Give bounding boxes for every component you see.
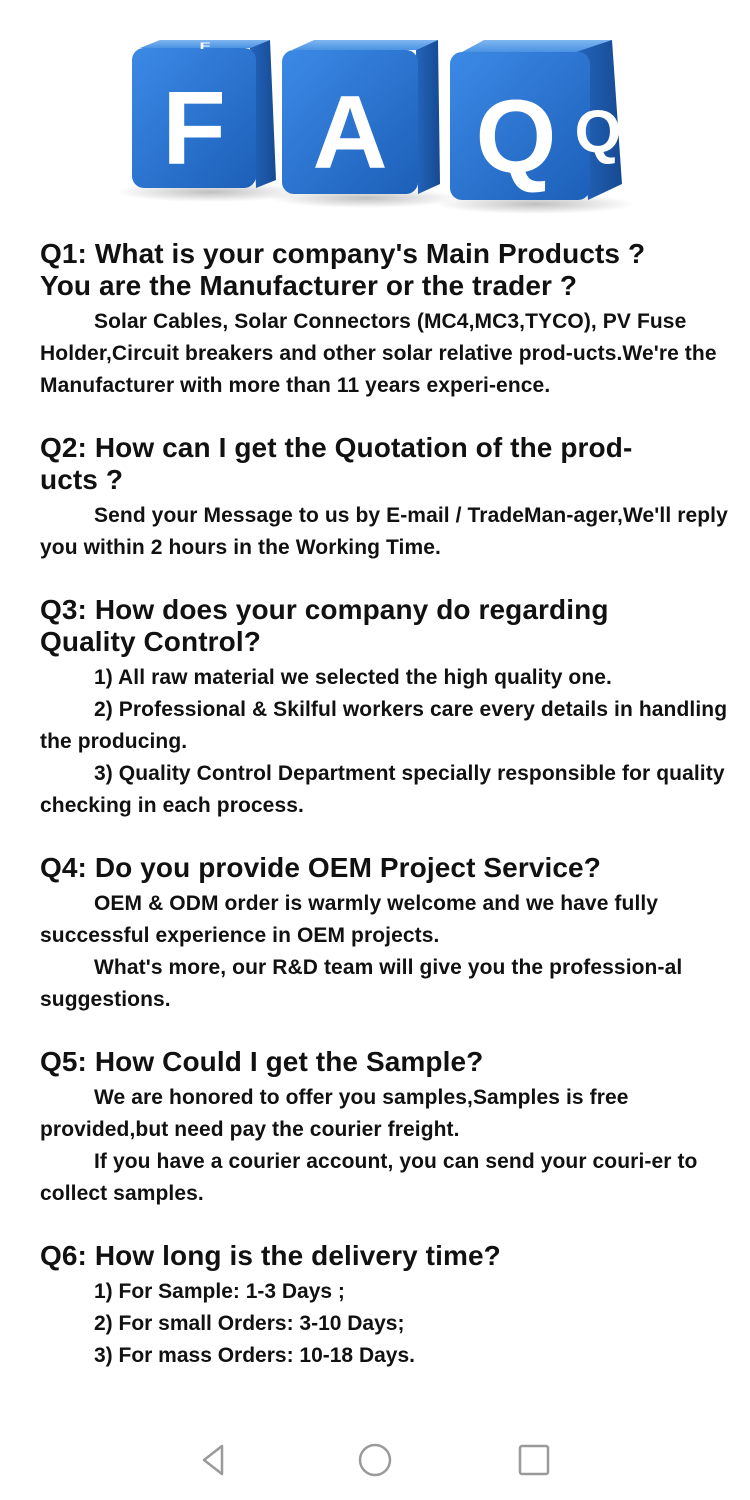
- faq-item-q2: [40, 432, 734, 564]
- delivery-item-small-orders: 2) For small Orders: 3-10 Days;: [94, 1312, 405, 1335]
- triangle-back-icon: [192, 1438, 236, 1482]
- cube-q: [450, 40, 622, 200]
- delivery-item-sample: 1) For Sample: 1-3 Days ;: [94, 1280, 345, 1303]
- faq-content: [40, 238, 734, 1402]
- cube-f-top-letter: F: [199, 41, 211, 52]
- android-navigation-bar: [0, 1420, 750, 1500]
- cube-f: [132, 40, 276, 188]
- faq-answer-q4-2: What's more, our R&D team will give you the profession-al suggestions.: [40, 956, 683, 1011]
- recents-button[interactable]: [512, 1438, 556, 1482]
- faq-item-q4: [40, 852, 734, 1016]
- faq-item-q3: [40, 594, 734, 822]
- faq-answer-q5-1: We are honored to offer you samples,Samples is free provided,but need pay the courier freight.: [40, 1086, 629, 1141]
- cube-f-letter: F: [162, 71, 226, 187]
- back-button[interactable]: [192, 1438, 236, 1482]
- faq-item-q6: [40, 1240, 734, 1372]
- faq-question-q2: Q2: How can I get the Quotation of the prod- ucts ?: [40, 432, 633, 495]
- faq-question-q6: Q6: How long is the delivery time?: [40, 1240, 501, 1271]
- square-recents-icon: [512, 1438, 556, 1482]
- cube-q-side-letter: Q: [574, 98, 622, 165]
- faq-item-q5: [40, 1046, 734, 1210]
- faq-answer-q4-1: OEM & ODM order is warmly welcome and we have fully successful experience in OEM projects.: [40, 892, 659, 947]
- faq-answer-q5-2: If you have a courier account, you can send your couri-er to collect samples.: [40, 1150, 698, 1205]
- faq-answer-q3-2: 2) Professional & Skilful workers care every details in handling the producing.: [40, 698, 728, 753]
- faq-question-q1: Q1: What is your company's Main Products ? You are the Manufacturer or the trader ?: [40, 238, 646, 301]
- cube-q-letter: Q: [475, 79, 557, 195]
- faq-answer-q3-1: 1) All raw material we selected the high quality one.: [94, 666, 612, 689]
- faq-item-q1: [40, 238, 734, 402]
- faq-question-q5: Q5: How Could I get the Sample?: [40, 1046, 484, 1077]
- faq-answer-q1: Solar Cables, Solar Connectors (MC4,MC3,TYCO), PV Fuse Holder,Circuit breakers and other solar relative prod-ucts.We're the Manufacturer with more than 11 years experi-ence.: [40, 310, 717, 397]
- faq-question-q4: Q4: Do you provide OEM Project Service?: [40, 852, 601, 883]
- delivery-item-mass-orders: 3) For mass Orders: 10-18 Days.: [94, 1344, 415, 1367]
- faq-question-q3: Q3: How does your company do regarding Quality Control?: [40, 594, 609, 657]
- home-button[interactable]: [353, 1438, 397, 1482]
- faq-answer-q2: Send your Message to us by E-mail / TradeMan-ager,We'll reply you within 2 hours in the Working Time.: [40, 504, 728, 559]
- faq-banner-image: [0, 0, 750, 230]
- circle-home-icon: [353, 1438, 397, 1482]
- cube-a-letter: A: [312, 75, 388, 191]
- cube-a: [282, 40, 440, 194]
- faq-answer-q3-3: 3) Quality Control Department specially responsible for quality checking in each process.: [40, 762, 725, 817]
